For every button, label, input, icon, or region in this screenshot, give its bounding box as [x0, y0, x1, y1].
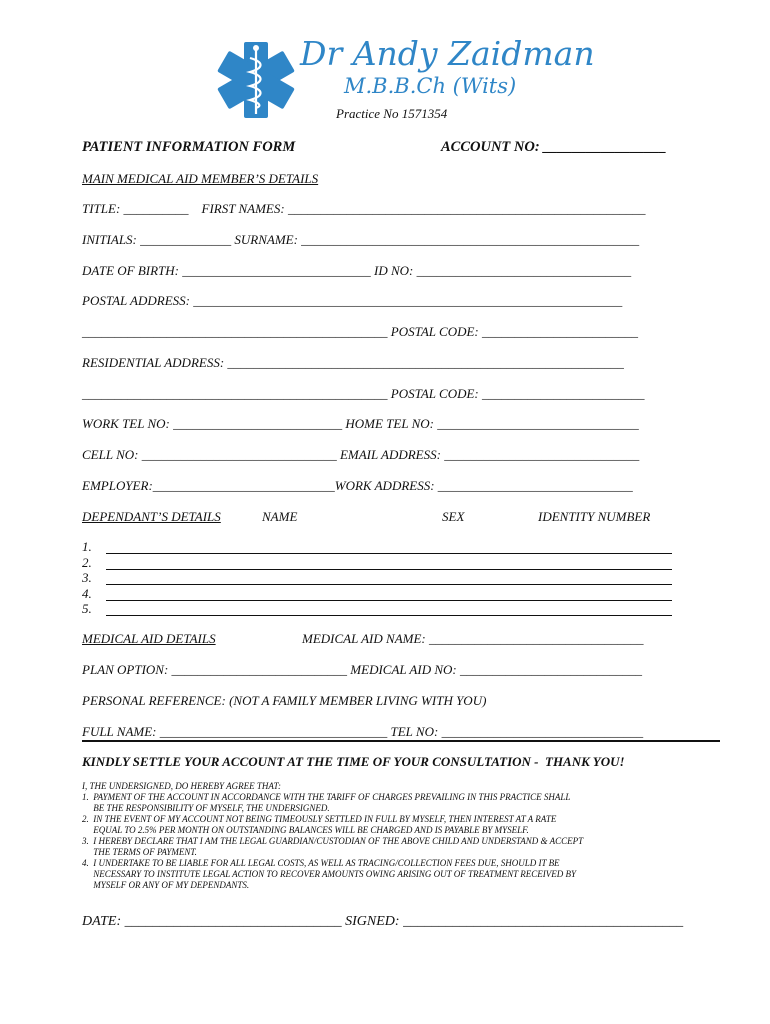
employer-field[interactable]: EMPLOYER:____________________________WORK ADDRESS: ______________________________	[82, 478, 633, 493]
plan-option-field[interactable]: PLAN OPTION: ___________________________ MEDICAL AID NO: ____________________________	[82, 662, 642, 677]
section-main-member: MAIN MEDICAL AID MEMBER’S DETAILS	[82, 171, 319, 186]
settle-account-notice: KINDLY SETTLE YOUR ACCOUNT AT THE TIME OF YOUR CONSULTATION - THANK YOU!	[82, 754, 625, 769]
terms-line-7: 4. I UNDERTAKE TO BE LIABLE FOR ALL LEGAL COSTS, AS WELL AS TRACING/COLLECTION FEES DUE, SHOULD IT BE	[82, 858, 560, 868]
dependant-number-5: 5.	[82, 601, 92, 616]
dependants-col-name: NAME	[262, 509, 298, 524]
dependant-line-5[interactable]	[106, 615, 672, 616]
telephone-field[interactable]: WORK TEL NO: __________________________ HOME TEL NO: _______________________________	[82, 416, 639, 431]
terms-line-6: THE TERMS OF PAYMENT.	[82, 847, 197, 857]
dependants-col-id: IDENTITY NUMBER	[538, 509, 651, 524]
terms-line-0: I, THE UNDERSIGNED, DO HEREBY AGREE THAT:	[82, 781, 281, 791]
dependant-line-3[interactable]	[106, 584, 672, 585]
terms-line-4: EQUAL TO 2.5% PER MONTH ON OUTSTANDING BALANCES WILL BE CHARGED AND IS PAYABLE BY MYSELF.	[82, 825, 529, 835]
terms-line-2: BE THE RESPONSIBILITY OF MYSELF, THE UNDERSIGNED.	[82, 803, 330, 813]
title-firstnames-field[interactable]: TITLE: __________ FIRST NAMES: _______________________________________________________	[82, 201, 646, 216]
dependant-line-1[interactable]	[106, 553, 672, 554]
terms-line-8: NECESSARY TO INSTITUTE LEGAL ACTION TO RECOVER AMOUNTS OWING ARISING OUT OF TREATMENT RECEIVED BY	[82, 869, 576, 879]
reference-fullname-field[interactable]: FULL NAME: ___________________________________ TEL NO: _______________________________	[82, 724, 644, 739]
dependant-number-2: 2.	[82, 555, 92, 570]
dependant-line-4[interactable]	[106, 600, 672, 601]
terms-line-5: 3. I HEREBY DECLARE THAT I AM THE LEGAL GUARDIAN/CUSTODIAN OF THE ABOVE CHILD AND UNDERSTAND & ACCEPT	[82, 836, 584, 846]
account-number-field[interactable]: ACCOUNT NO: _________________	[441, 139, 667, 155]
dependant-line-2[interactable]	[106, 569, 672, 570]
medical-aid-heading: MEDICAL AID DETAILS	[82, 631, 216, 646]
dependants-heading: DEPENDANT’S DETAILS	[82, 509, 221, 524]
initials-surname-field[interactable]: INITIALS: ______________ SURNAME: ____________________________________________________	[82, 232, 640, 247]
terms-line-9: MYSELF OR ANY OF MY DEPENDANTS.	[82, 880, 250, 890]
residential-address-field[interactable]: RESIDENTIAL ADDRESS: _____________________________________________________________	[82, 355, 624, 370]
dependant-number-3: 3.	[82, 570, 92, 585]
terms-line-1: 1. PAYMENT OF THE ACCOUNT IN ACCORDANCE WITH THE TARIFF OF CHARGES PREVAILING IN THIS PRACTICE SHALL	[82, 792, 571, 802]
cell-email-field[interactable]: CELL NO: ______________________________ EMAIL ADDRESS: ______________________________	[82, 447, 640, 462]
postal-address-field[interactable]: POSTAL ADDRESS: __________________________________________________________________	[82, 293, 623, 308]
star-of-life-icon	[212, 36, 300, 124]
doctor-name: Dr Andy Zaidman	[300, 34, 595, 73]
medical-aid-name-field[interactable]: MEDICAL AID NAME: _________________________________	[302, 631, 644, 646]
dependant-number-1: 1.	[82, 539, 92, 554]
qualification: M.B.B.Ch (Wits)	[344, 74, 517, 98]
dependant-number-4: 4.	[82, 586, 92, 601]
date-signature-field[interactable]: DATE: _______________________________ SIGNED: ________________________________________	[82, 914, 684, 929]
postal-code-field[interactable]: _______________________________________________ POSTAL CODE: ________________________	[82, 324, 638, 339]
residential-postal-code-field[interactable]: _______________________________________________ POSTAL CODE: _________________________	[82, 386, 645, 401]
divider-line	[82, 740, 720, 742]
form-title: PATIENT INFORMATION FORM	[82, 139, 296, 155]
terms-line-3: 2. IN THE EVENT OF MY ACCOUNT NOT BEING TIMEOUSLY SETTLED IN FULL BY MYSELF, THEN INTEREST AT A RATE	[82, 814, 557, 824]
dependants-col-sex: SEX	[442, 509, 465, 524]
dob-idno-field[interactable]: DATE OF BIRTH: _____________________________ ID NO: _________________________________	[82, 263, 632, 278]
personal-reference-heading: PERSONAL REFERENCE: (NOT A FAMILY MEMBER LIVING WITH YOU)	[82, 693, 487, 708]
practice-number: Practice No 1571354	[336, 106, 448, 121]
